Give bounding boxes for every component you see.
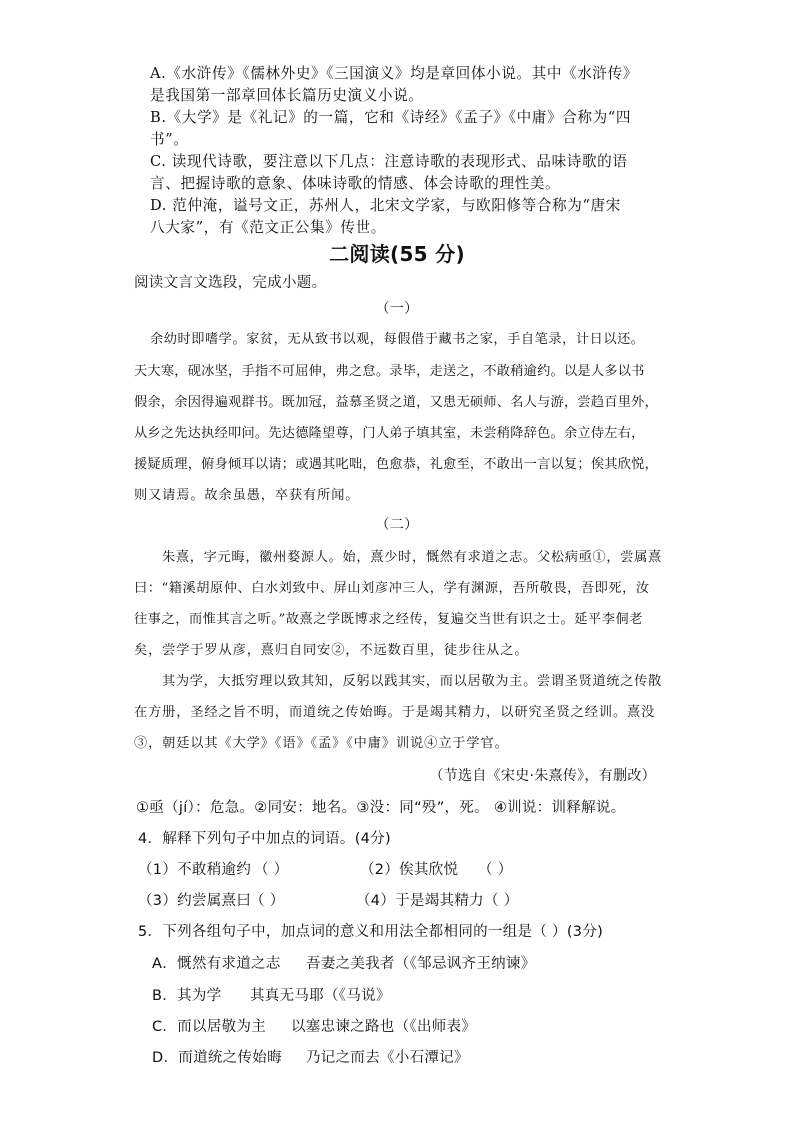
passage-2-line: 曰：“籍溪胡原仲、白水刘致中、屏山刘彦冲三人，学有渊源，吾所敬畏，吾即死，汝 — [134, 581, 650, 596]
passage-2-line: 矣，尝学于罗从彦，熹归自同安②，不远数百里，徒步往从之。 — [134, 643, 529, 658]
question-5-choice-c: C．而以居敬为主 — [152, 1019, 267, 1035]
option-a-line-1: A.《水浒传》《儒林外史》《三国演义》均是章回体小说。其中《水浒传》 — [150, 65, 638, 82]
question-5-title: 5．下列各组句子中，加点词的意义和用法全都相同的一组是（ ）(3分) — [138, 924, 604, 940]
question-5-choice-a-pair: 吾妻之美我者（《邹忌讽齐王纳谏》 — [306, 956, 536, 972]
passage-1-line: 则又请焉。故余虽愚，卒获有所闻。 — [134, 488, 360, 503]
question-5-choice-d: D．而道统之传始晦 — [152, 1050, 282, 1066]
passage-1-line: 天大寒，砚冰坚，手指不可屈伸，弗之怠。录毕，走送之，不敢稍逾约。以是人多以书 — [134, 364, 645, 379]
question-5-choice-d-pair: 乃记之而去《小石潭记》 — [306, 1050, 469, 1066]
section-title: 二阅读(55 分) — [329, 242, 465, 266]
passage-1-line: 假余，余因得遍观群书。既加冠，益慕圣贤之道，又患无硕师、名人与游，尝趋百里外， — [134, 395, 659, 410]
question-5-choice-b: B．其为学 — [152, 988, 222, 1004]
passage-2-line: 其为学，大抵穷理以致其知，反躬以践其实，而以居敬为主。尝谓圣贤道统之传散 — [162, 674, 662, 689]
option-d-line-1: D. 范仲淹，谥号文正，苏州人，北宋文学家，与欧阳修等合称为“唐宋 — [150, 197, 621, 214]
answer-blank: （ ） — [484, 893, 519, 909]
option-c-line-2: 言、把握诗歌的意象、体味诗歌的情感、体会诗歌的理性美。 — [150, 175, 561, 192]
question-5-choice-b-pair: 其真无马耶（《马说》 — [250, 988, 391, 1004]
passage-1-line: 援疑质理，俯身倾耳以请；或遇其叱咄，色愈恭，礼愈至，不敢出一言以复；俟其欣悦， — [134, 457, 659, 472]
passage-2-line: 往事之，而惟其言之听。”故熹之学既博求之经传，复遍交当世有识之士。延平李侗老 — [134, 612, 643, 627]
answer-blank: （ ） — [250, 893, 285, 909]
passage-1-line: 余幼时即嗜学。家贫，无从致书以观，每假借于藏书之家，手自笔录，计日以还。 — [150, 332, 645, 347]
option-a-line-2: 是我国第一部章回体长篇历史演义小说。 — [150, 87, 424, 104]
question-5-choice-a: A．慨然有求道之志 — [152, 956, 281, 972]
reading-intro: 阅读文言文选段，完成小题。 — [134, 275, 327, 291]
passage-1-line: 从乡之先达执经叩问。先达德隆望尊，门人弟子填其室，未尝稍降辞色。余立侍左右， — [134, 426, 645, 441]
passage-2-line: ③，朝廷以其《大学》《语》《孟》《中庸》训说④立于学官。 — [134, 736, 509, 751]
passage-2-label: （二） — [375, 517, 419, 533]
question-4-title: 4．解释下列句子中加点的词语。(4分) — [138, 831, 391, 847]
answer-blank: （ ） — [478, 862, 513, 878]
question-4-item-2: （2）俟其欣悦 — [360, 862, 459, 878]
option-d-line-2: 八大家”，有《范文正公集》传世。 — [150, 219, 386, 236]
passage-1-label: （一） — [375, 301, 419, 317]
option-b-line-1: B.《大学》是《礼记》的一篇，它和《诗经》《孟子》《中庸》合称为“四 — [150, 109, 632, 126]
question-4-item-3: （3）约尝属熹曰 — [138, 893, 252, 909]
option-c-line-1: C. 读现代诗歌，要注意以下几点：注意诗歌的表现形式、品味诗歌的语 — [150, 153, 628, 170]
passage-2-line: 朱熹，字元晦，徽州婺源人。始，熹少时，慨然有求道之志。父松病亟①，尝属熹 — [162, 550, 662, 565]
annotations: ①亟（jí）：危急。②同安：地名。③没：同“殁”，死。 ④训说：训释解说。 — [136, 800, 626, 816]
question-4-item-1: （1）不敢稍逾约 — [138, 862, 252, 878]
answer-blank: （ ） — [254, 862, 289, 878]
question-4-item-4: （4）于是竭其精力 — [356, 893, 484, 909]
option-b-line-2: 书”。 — [150, 131, 189, 148]
question-5-choice-c-pair: 以塞忠谏之路也（《出师表》 — [291, 1019, 477, 1035]
passage-2-line: 在方册，圣经之旨不明，而道统之传始晦。于是竭其精力，以研究圣贤之经训。熹没 — [134, 705, 656, 720]
passage-source: （节选自《宋史·朱熹传》，有删改） — [429, 768, 656, 784]
